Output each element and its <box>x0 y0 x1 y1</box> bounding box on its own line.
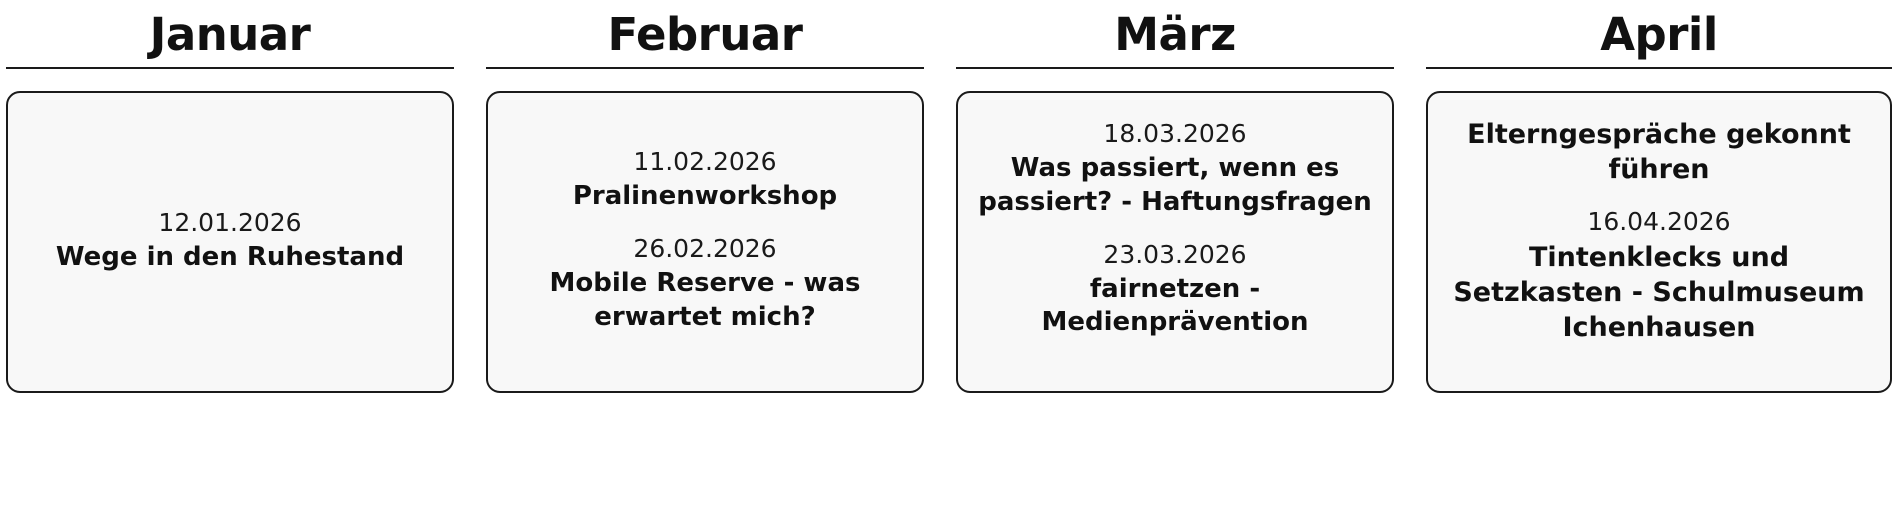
event-date: 23.03.2026 <box>1103 239 1247 269</box>
month-title: März <box>1114 8 1236 61</box>
event-title: Tintenklecks und Setzkasten - Schulmuseum Ichenhausen <box>1453 242 1865 344</box>
month-column-maerz <box>940 0 1410 393</box>
month-card <box>956 91 1394 393</box>
event-title: Mobile Reserve - was erwartet mich? <box>549 268 861 332</box>
event-title: Was passiert, wenn es passiert? - Haftungsfragen <box>978 153 1372 217</box>
month-title: April <box>1600 8 1718 61</box>
event-item <box>26 206 434 275</box>
event-title: fairnetzen - Medienprävention <box>1041 273 1309 338</box>
event-date: 11.02.2026 <box>633 147 777 177</box>
month-card <box>1426 91 1892 393</box>
event-item <box>506 145 904 214</box>
month-divider <box>1426 67 1892 69</box>
month-divider <box>956 67 1394 69</box>
event-date: 12.01.2026 <box>158 207 302 237</box>
month-card <box>486 91 924 393</box>
event-title: Pralinenworkshop <box>572 181 838 212</box>
month-column-januar <box>0 0 470 393</box>
event-item <box>976 238 1374 341</box>
event-item <box>976 117 1374 220</box>
month-divider <box>486 67 924 69</box>
month-title: Januar <box>149 8 311 61</box>
event-date: 18.03.2026 <box>1103 119 1247 148</box>
event-item <box>1446 117 1872 187</box>
event-title: Elterngespräche gekonnt führen <box>1467 119 1851 186</box>
month-title: Februar <box>607 8 803 61</box>
event-date: 26.02.2026 <box>633 234 777 264</box>
event-item <box>506 232 904 335</box>
event-date: 16.04.2026 <box>1587 207 1731 237</box>
month-column-april <box>1410 0 1900 393</box>
month-divider <box>6 67 454 69</box>
month-column-februar <box>470 0 940 393</box>
month-card <box>6 91 454 393</box>
event-title: Wege in den Ruhestand <box>55 241 405 272</box>
event-item <box>1446 205 1872 345</box>
